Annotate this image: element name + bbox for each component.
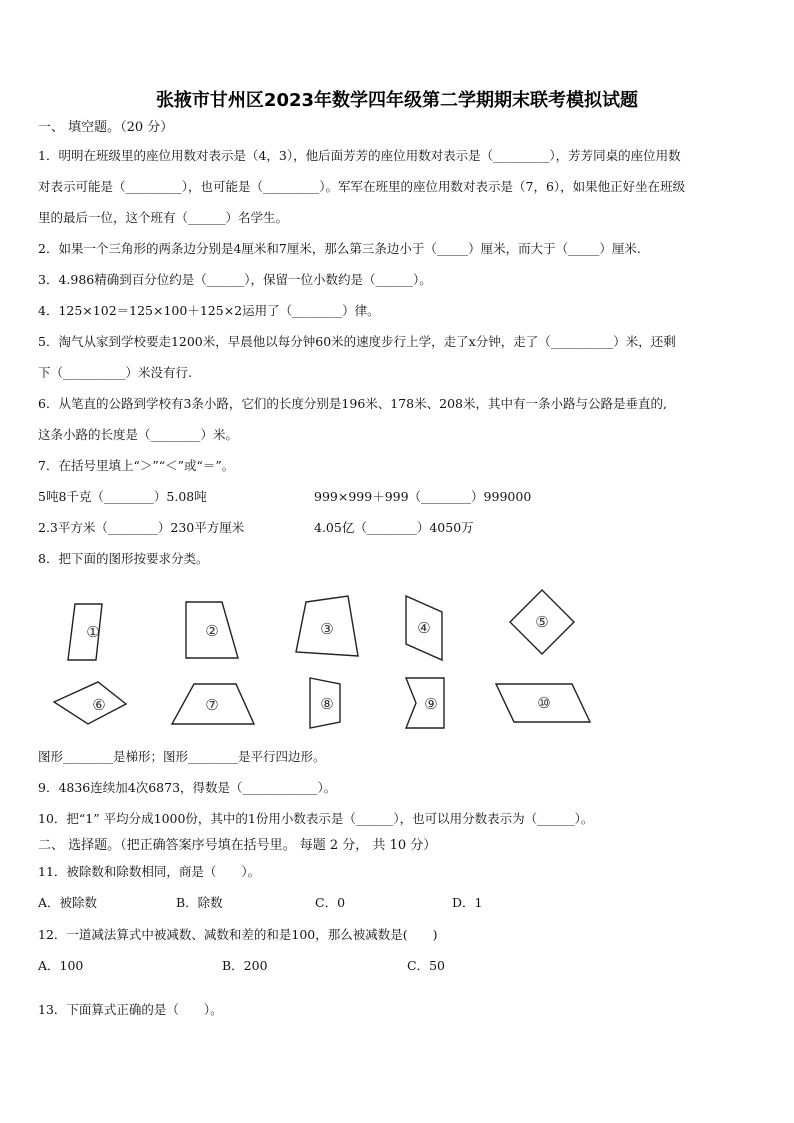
shape-10-label: ⑩	[537, 694, 551, 712]
question-1-line-3: 里的最后一位，这个班有（______）名学生。	[38, 210, 289, 225]
shape-6-label: ⑥	[92, 696, 106, 714]
page-title: 张掖市甘州区2023年数学四年级第二学期期末联考模拟试题	[155, 90, 639, 111]
question-6-line-2: 这条小路的长度是（________）米。	[38, 427, 239, 442]
question-11-option-c: C．0	[315, 895, 346, 910]
shape-9-label: ⑨	[424, 695, 438, 713]
question-8-answer: 图形________是梯形；图形________是平行四边形。	[38, 749, 326, 764]
question-8-title: 8．把下面的图形按要求分类。	[38, 551, 209, 566]
question-7-item-c: 2.3平方米（________）230平方厘米	[38, 520, 245, 535]
shape-5-label: ⑤	[535, 613, 549, 631]
question-5-line-1: 5．淘气从家到学校要走1200米，早晨他以每分钟60米的速度步行上学，走了x分钟，走了（__________）米，还剩	[38, 334, 676, 349]
section-heading-fill-blank: 一、 填空题。（20 分）	[38, 120, 174, 135]
question-13: 13．下面算式正确的是（ ）。	[38, 1002, 223, 1017]
question-7-title: 7．在括号里填上“＞”“＜”或“＝”。	[38, 458, 235, 473]
question-3: 3．4.986精确到百分位约是（______），保留一位小数约是（______）。	[38, 272, 432, 287]
question-6-line-1: 6．从笔直的公路到学校有3条小路，它们的长度分别是196米、178米、208米，其中有一条小路与公路是垂直的,	[38, 396, 667, 411]
shape-6-kite	[54, 682, 126, 724]
question-2: 2．如果一个三角形的两条边分别是4厘米和7厘米，那么第三条边小于（_____）厘米，而大于（_____）厘米.	[38, 241, 641, 256]
question-11-option-d: D．1	[452, 895, 483, 910]
question-12-option-b: B．200	[222, 958, 268, 973]
shape-7-label: ⑦	[205, 696, 219, 714]
question-12-option-a: A．100	[38, 958, 84, 973]
shape-3-label: ③	[320, 620, 334, 638]
shape-8-label: ⑧	[320, 695, 334, 713]
question-5-line-2: 下（__________）米没有行.	[38, 365, 192, 380]
question-11: 11．被除数和除数相同，商是（ ）。	[38, 864, 261, 879]
question-12-option-c: C．50	[407, 958, 445, 973]
question-11-option-a: A．被除数	[38, 895, 98, 910]
shapes-figure	[40, 582, 620, 732]
question-7-item-b: 999×999＋999（________）999000	[314, 489, 532, 504]
question-11-option-b: B．除数	[176, 895, 223, 910]
shape-4-label: ④	[417, 619, 431, 637]
question-10: 10．把“1” 平均分成1000份，其中的1份用小数表示是（______），也可以用分数表示为（______）。	[38, 811, 594, 826]
question-12: 12．一道减法算式中被减数、减数和差的和是100，那么被减数是( )	[38, 927, 438, 942]
question-4: 4．125×102＝125×100＋125×2运用了（________）律。	[38, 303, 380, 318]
question-7-item-a: 5吨8千克（________）5.08吨	[38, 489, 207, 504]
section-heading-choice: 二、 选择题。（把正确答案序号填在括号里。 每题 2 分， 共 10 分）	[38, 838, 437, 853]
question-1-line-2: 对表示可能是（_________），也可能是（_________）。军军在班里的座位用数对表示是（7，6），如果他正好坐在班级	[38, 179, 686, 194]
shape-2-label: ②	[205, 622, 219, 640]
question-7-item-d: 4.05亿（________）4050万	[314, 520, 474, 535]
shape-1-label: ①	[86, 623, 100, 641]
question-9: 9．4836连续加4次6873，得数是（____________）。	[38, 780, 337, 795]
question-1-line-1: 1．明明在班级里的座位用数对表示是（4，3），他后面芳芳的座位用数对表示是（_________），芳芳同桌的座位用数	[38, 148, 681, 163]
